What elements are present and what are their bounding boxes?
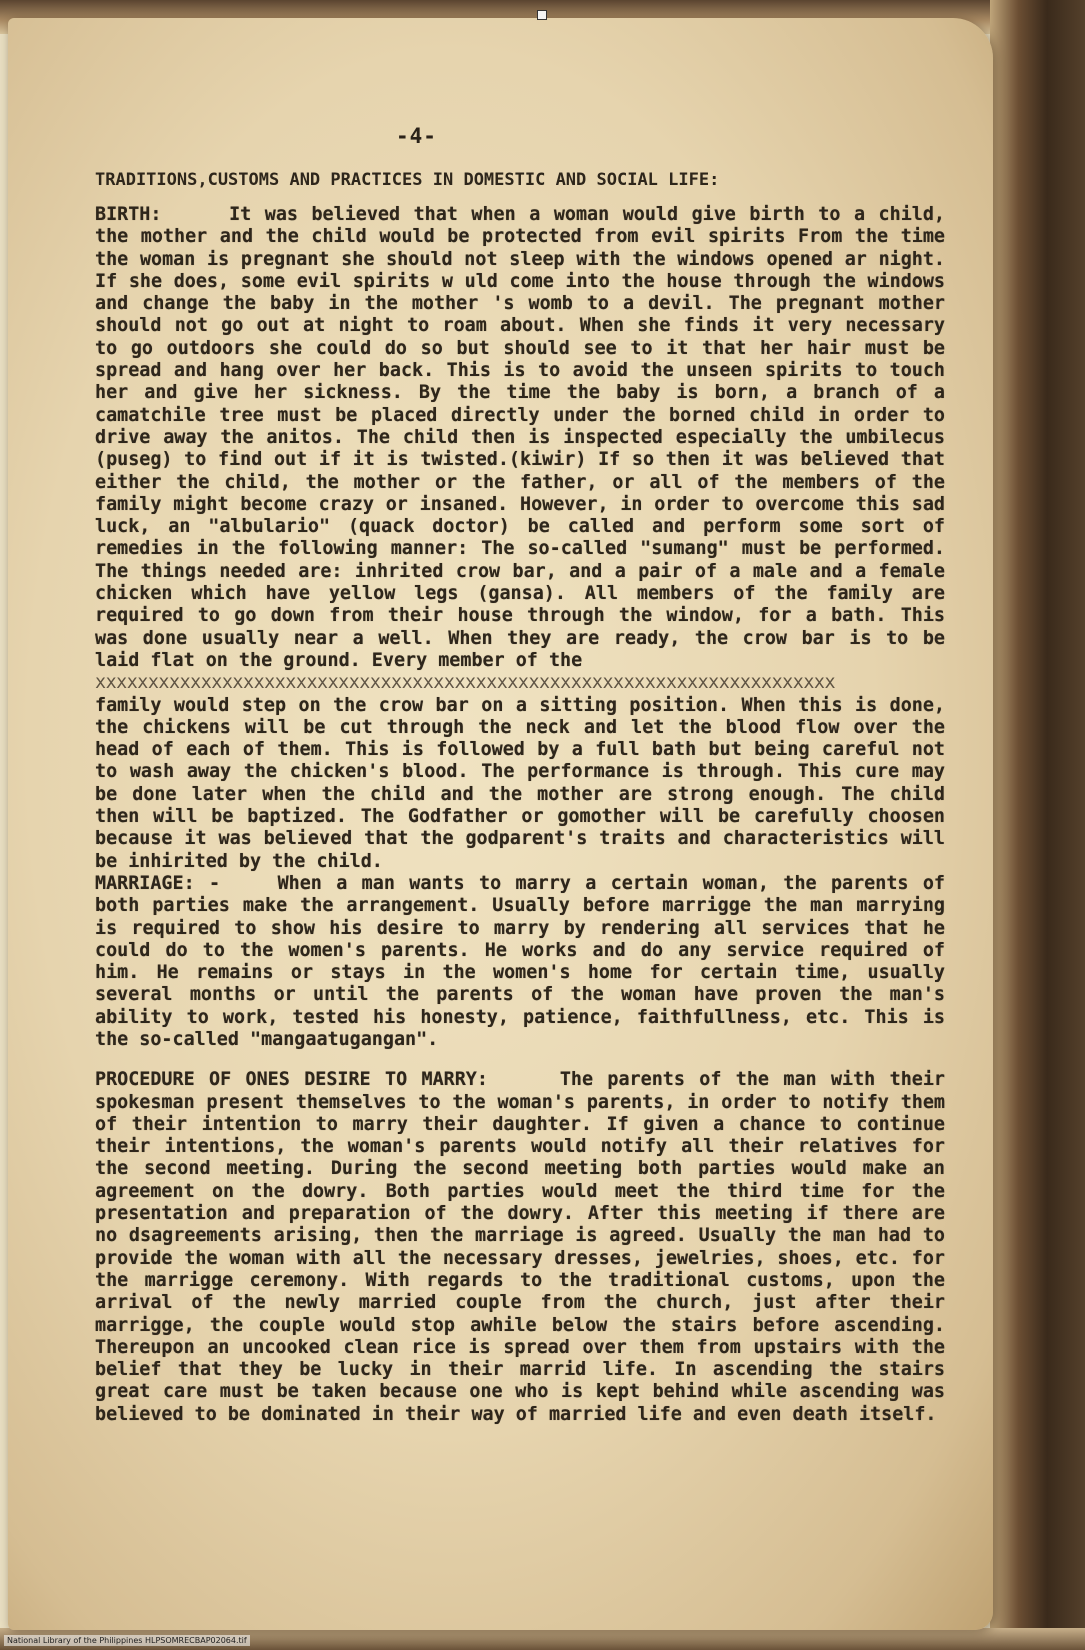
page-body xyxy=(95,168,945,1426)
scan-marker xyxy=(537,10,547,20)
birth-text: It was believed that when a woman would give birth to a child, the mother and the child would be protected from evil spirits From the time the woman is pregnant she should not sleep with the windows opened ar night. If she does, some evil spirits w uld come into the house through the windows and change the baby in the mother 's womb to a devil. The pregnant mother should not go out at night to roam about. When she finds it very necessary to go outdoors she could do so but should see to it that her hair must be spread and hang over her back. This is to avoid the unseen spirits to touch her and give her sickness. By the time the baby is born, a branch of a camatchile tree must be placed directly under the borned child in order to drive away the anitos. The child then is inspected especially the umbilecus (puseg) to find out if it is twisted.(kiwir) If so then it was believed that either the child, the mother or the father, or all of the members of the family might become crazy or insaned. However, in order to overcome this sad luck, an "albulario" (quack doctor) be called and perform some sort of remedies in the following manner: The so-called "sumang" must be performed. The things needed are: inhrited crow bar, and a pair of a male and a female chicken which have yellow legs (gansa). All members of the family are required to go down from their house through the window, for a bath. This was done usually near a well. When they are ready, the crow bar is to be laid flat on the ground. Every member of the xyxy=(95,204,945,671)
procedure-section xyxy=(95,1069,945,1426)
birth-text-continued: family would step on the crow bar on a sitting position. When this is done, the chickens will be cut through the neck and let the blood flow over the head of each of them. This is followed by a full bath but being careful not to wash away the chicken's blood. The performance is through. This cure may be done later when the child and the mother are strong enough. The child then will be baptized. The Godfather or gomother will be carefully choosen because it was believed that the godparent's traits and characteristics will be inhirited by the child. xyxy=(95,694,945,872)
procedure-text: The parents of the man with their spokesman present themselves to the woman's parents, in order to notify them of their intention to marry their daughter. If given a chance to continue their intentions, the woman's parents would notify all their relatives for the second meeting. During the second meeting both parties would make an agreement on the dowry. Both parties would meet the third time for the presentation and preparation of the dowry. After this meeting if there are no dsagreements arising, then the marriage is agreed. Usually the man had to provide the woman with all the necessary dresses, jewelries, shoes, etc. for the marrigge ceremony. With regards to the traditional customs, upon the arrival of the newly married couple from the church, just after their marrigge, the couple would stop awhile below the stairs before ascending. Thereupon an uncooked clean rice is spread over them from upstairs with the belief that they be lucky in their marrid life. In ascending the stairs great care must be taken because one who is kept behind while ascending was believed to be dominated in their way of married life and even death itself. xyxy=(95,1069,945,1425)
birth-section-continued xyxy=(95,695,945,873)
birth-label: BIRTH: xyxy=(95,204,162,225)
page-heading: TRADITIONS,CUSTOMS AND PRACTICES IN DOMESTIC AND SOCIAL LIFE: xyxy=(95,170,720,190)
birth-section xyxy=(95,204,945,672)
struck-out-line: xxxxxxxxxxxxxxxxxxxxxxxxxxxxxxxxxxxxxxxxxxxxxxxxxxxxxxxxxxxxxxxxxxxxxx xyxy=(95,672,836,694)
procedure-label: PROCEDURE OF ONES DESIRE TO MARRY: xyxy=(95,1069,488,1091)
section-gap xyxy=(95,1051,945,1069)
marriage-section xyxy=(95,873,945,1051)
marriage-text: When a man wants to marry a certain woman, the parents of both parties make the arrangement. Usually before marrigge the man marrying is required to show his desire to marry by rendering all services that he could do to the women's parents. He works and do any service required of him. He remains or stays in the women's home for certain time, usually several months or until the parents of the woman have proven the man's ability to work, tested his honesty, patience, faithfullness, etc. This is the so-called "mangaatugangan". xyxy=(95,872,945,1050)
marriage-label: MARRIAGE: - xyxy=(95,872,221,894)
archive-caption: National Library of the Philippines HLPSOMRECBAP02064.tif xyxy=(4,1635,250,1646)
book-binding-edge xyxy=(990,0,1085,1650)
page-number: -4- xyxy=(396,124,437,148)
